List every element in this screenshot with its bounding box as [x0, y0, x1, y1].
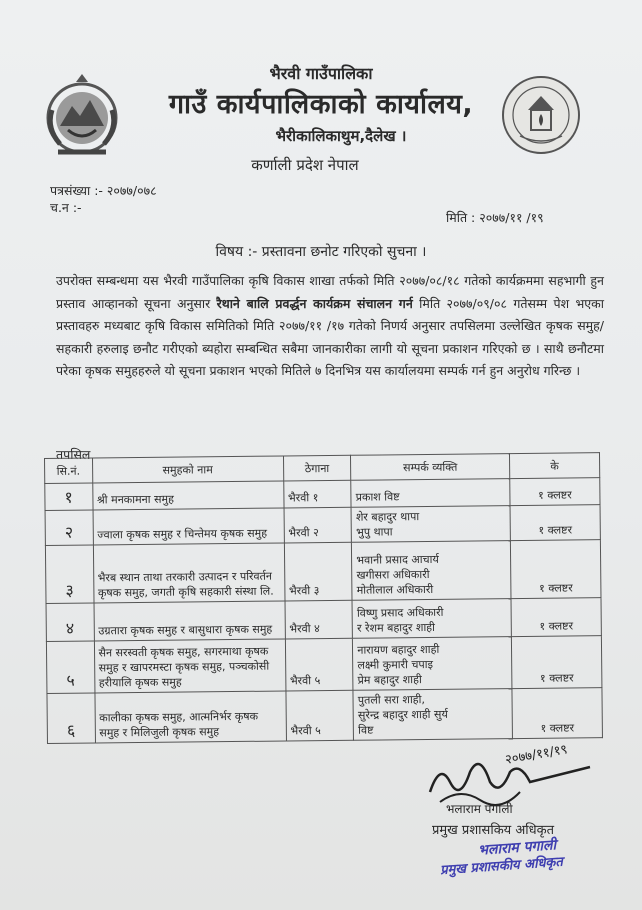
row-serial-number: १	[45, 483, 93, 510]
row-contacts	[351, 479, 510, 508]
header-contact: सम्पर्क व्यक्ति	[351, 454, 510, 481]
body-part-1: उपरोक्त सम्बन्धमा यस भैरवी गाउँपालिका कृषि विकास शाखा तर्फको मिति २०७७/०८/१८ गतेको कार्यक्रममा सहभागी हुन प्रस्ताव आव्हानको सूचना अनुसार	[56, 273, 604, 311]
contact-person: पुतली सरा शाही,	[357, 693, 426, 707]
contact-person: खगीसरा अधिकारी	[356, 567, 430, 582]
table-row	[46, 636, 602, 694]
row-contacts	[352, 541, 511, 601]
row-contacts	[353, 637, 512, 691]
dispatch-number: च.न :-	[50, 200, 82, 215]
officer-title: प्रमुख प्रशासकिय अधिकृत	[432, 823, 555, 838]
table-caption: तपसिल	[56, 447, 91, 462]
province-name: कर्णाली प्रदेश नेपाल	[251, 156, 359, 174]
row-cluster: १ क्लष्टर	[511, 636, 602, 689]
subject-line: विषय :- प्रस्तावना छनोट गरिएको सुचना ।	[215, 244, 427, 260]
contact-person: र रेशम बहादुर शाही	[357, 620, 436, 635]
body-part-2: मिति २०७७/०९/०८ गतेसम्म पेश भएका प्रस्तावहरु मध्यबाट कृषि विकास समितिको मिति २०७७/११ /१७ गतेको निणर्य अनुसार तपसिलमा उल्लेखित कृषक समुह/सहकारी हरुलाइ छनौट गरीएको ब्यहोरा सम्बन्धित सबैमा जानकारीका लागी यो सूचना प्रकाशन गरिएको छ । साथै छनौटमा परेका कृषक समुहहरुले यो सूचना प्रकाशन भएको मितिले ७ दिनभित्र यस कार्यालयमा सम्पर्क गर्न हुन अनुरोध गरिन्छ ।	[56, 295, 605, 378]
row-cluster: १ क्लष्टर	[510, 505, 600, 541]
table-row	[46, 598, 601, 642]
contact-person: प्रकाश विष्ट	[355, 490, 400, 504]
row-group-name: ज्वाला कृषक समुह र चिन्तेमय कृषक समुह	[93, 508, 284, 545]
row-group-name: कालीका कृषक समुह, आत्मनिर्भर कृषक समुह र मिलिजुली कृषक समुह	[94, 691, 286, 743]
office-title: गाउँ कार्यपालिकाको कार्यालय,	[168, 89, 474, 120]
contact-person: लक्ष्मी कुमारी चपाइ	[357, 657, 434, 672]
contact-person: शेर बहादुर थापा	[355, 510, 420, 524]
table-row	[45, 540, 601, 604]
row-serial-number: ६	[47, 693, 95, 743]
row-serial-number: २	[45, 510, 93, 545]
row-cluster: १ क्लष्टर	[510, 478, 600, 506]
header-location: ठेगाना	[283, 455, 351, 481]
municipality-name: भैरवी गाउँपालिका	[269, 64, 373, 83]
contact-person: भुपु थापा	[356, 525, 393, 539]
row-group-name: श्री मनकामना समुह	[92, 481, 283, 510]
row-serial-number: ५	[46, 641, 94, 693]
row-location: भैरवी ५	[285, 638, 353, 691]
table-row	[45, 505, 600, 546]
stamp-title: प्रमुख प्रशासकीय अधिकृत	[439, 854, 564, 879]
contact-person: नारायण बहादुर शाही	[357, 642, 440, 657]
header-cluster: के	[509, 453, 599, 479]
row-cluster: १ क्लष्टर	[511, 598, 601, 637]
row-contacts	[351, 506, 510, 543]
row-contacts	[352, 599, 511, 639]
contact-person: विष्णु प्रसाद अधिकारी	[356, 605, 444, 620]
contact-person: विष्ट	[358, 723, 374, 737]
selected-groups-table	[44, 452, 603, 744]
row-group-name: भैरब स्थान ताथा तरकारी उत्पादन र परिवर्तन कृषक समुह, जगती कृषि सहकारी संस्था लि.	[93, 543, 285, 603]
contact-person: भवानी प्रसाद आचार्य	[356, 552, 439, 567]
row-location: भैरवी ४	[285, 600, 353, 639]
signature-date: २०७७/११/१९	[504, 742, 569, 768]
header-group: समुहको नाम	[92, 456, 283, 483]
header-sn: सि.नं.	[45, 458, 93, 483]
document-date: मिति : २०७७/११ /१९	[446, 210, 544, 225]
stamp-name: भलाराम पगाली	[477, 837, 557, 859]
letter-number: पत्रसंख्या :- २०७७/०७८	[50, 183, 157, 198]
row-contacts	[353, 689, 512, 741]
officer-name: भलाराम पगाली	[446, 802, 513, 816]
row-cluster: १ क्लष्टर	[510, 540, 601, 599]
program-name: रैथाने बालि प्रवर्द्धन कार्यक्रम संचालन गर्न	[216, 295, 413, 311]
row-group-name: सैन सरस्वती कृषक समुह, सगरमाथा कृषक समुह र खापरमस्टा कृषक समुह, पञ्चकोसी हरीयालि कृषक समुह	[94, 639, 286, 693]
row-location: भैरवी २	[284, 507, 352, 543]
row-cluster: १ क्लष्टर	[512, 688, 603, 739]
row-serial-number: ४	[46, 603, 94, 641]
row-group-name: उग्रतारा कृषक समुह र बासुधारा कृषक समुह	[94, 601, 285, 641]
notice-body	[56, 270, 604, 383]
row-serial-number: ३	[45, 545, 93, 603]
contact-person: सुरेन्द्र बहादुर शाही सुर्य	[357, 707, 448, 722]
row-location: भैरवी १	[283, 480, 351, 508]
office-address: भैरीकालिकाथुम,दैलेख ।	[275, 127, 407, 145]
row-location: भैरवी ३	[284, 542, 352, 601]
row-location: भैरवी ५	[286, 690, 354, 741]
table-row	[47, 688, 602, 744]
contact-person: मोतीलाल अधिकारी	[356, 582, 434, 597]
contact-person: प्रेम बहादुर शाही	[357, 673, 422, 687]
